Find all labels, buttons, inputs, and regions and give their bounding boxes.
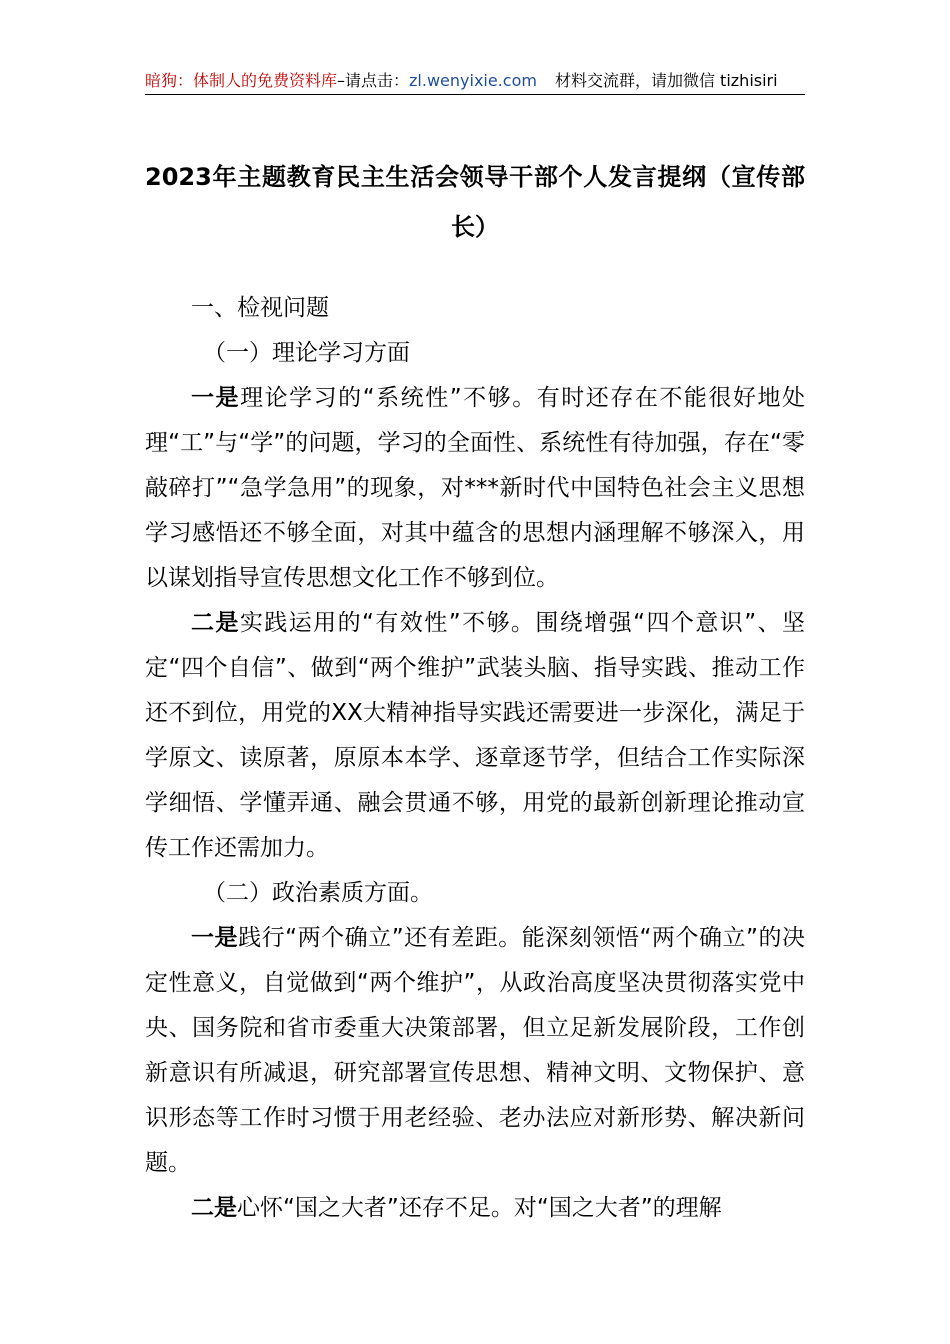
paragraph-3 <box>145 916 805 1186</box>
paragraph-2-lead: 二是 <box>191 610 240 636</box>
header-click-prompt: –请点击： <box>337 71 410 90</box>
title-line-1: 2023年主题教育民主生活会领导干部个人发言提纲（宣传部 <box>145 163 805 191</box>
paragraph-4-lead: 二是 <box>191 1195 237 1221</box>
paragraph-4-text: 心怀“国之大者”还存不足。对“国之大者”的理解 <box>237 1195 722 1221</box>
paragraph-2-text: 实践运用的“有效性”不够。围绕增强“四个意识”、坚定“四个自信”、做到“两个维护”武装头脑、指导实践、推动工作还不到位，用党的XX大精神指导实践还需要进一步深化，满足于学原文、读原著，原原本本学、逐章逐节学，但结合工作实际深学细悟、学懂弄通、融会贯通不够，用党的最新创新理论推动宣传工作还需加力。 <box>145 610 805 861</box>
subsection-heading-theory: （一）理论学习方面 <box>203 340 410 366</box>
subsection-heading-politics: （二）政治素质方面。 <box>203 880 433 906</box>
paragraph-3-text: 践行“两个确立”还有差距。能深刻领悟“两个确立”的决定性意义，自觉做到“两个维护”，从政治高度坚决贯彻落实党中央、国务院和省市委重大决策部署，但立足新发展阶段，工作创新意识有所减退，研究部署宣传思想、精神文明、文物保护、意识形态等工作时习惯于用老经验、老办法应对新形势、解决新问题。 <box>145 925 805 1176</box>
paragraph-4 <box>145 1186 805 1231</box>
header-site-name: 暗狗：体制人的免费资料库 <box>145 71 338 90</box>
header-divider <box>145 94 805 95</box>
section-heading: 一、检视问题 <box>191 295 329 321</box>
document-title <box>145 156 805 248</box>
paragraph-1 <box>145 376 805 601</box>
paragraph-1-text: 理论学习的“系统性”不够。有时还存在不能很好地处理“工”与“学”的问题，学习的全面性、系统性有待加强，存在“零敲碎打”“急学急用”的现象，对***新时代中国特色社会主义思想学习感悟还不够全面，对其中蕴含的思想内涵理解不够深入，用以谋划指导宣传思想文化工作不够到位。 <box>145 385 805 591</box>
title-line-2: 长） <box>451 213 499 241</box>
page-header <box>145 70 805 92</box>
paragraph-3-lead: 一是 <box>191 925 239 951</box>
document-body <box>145 286 805 1231</box>
header-wechat-note: 材料交流群，请加微信 tizhisiri <box>554 71 778 90</box>
paragraph-2 <box>145 601 805 871</box>
header-url-link[interactable]: zl.wenyixie.com <box>409 71 537 90</box>
paragraph-1-lead: 一是 <box>191 385 241 411</box>
